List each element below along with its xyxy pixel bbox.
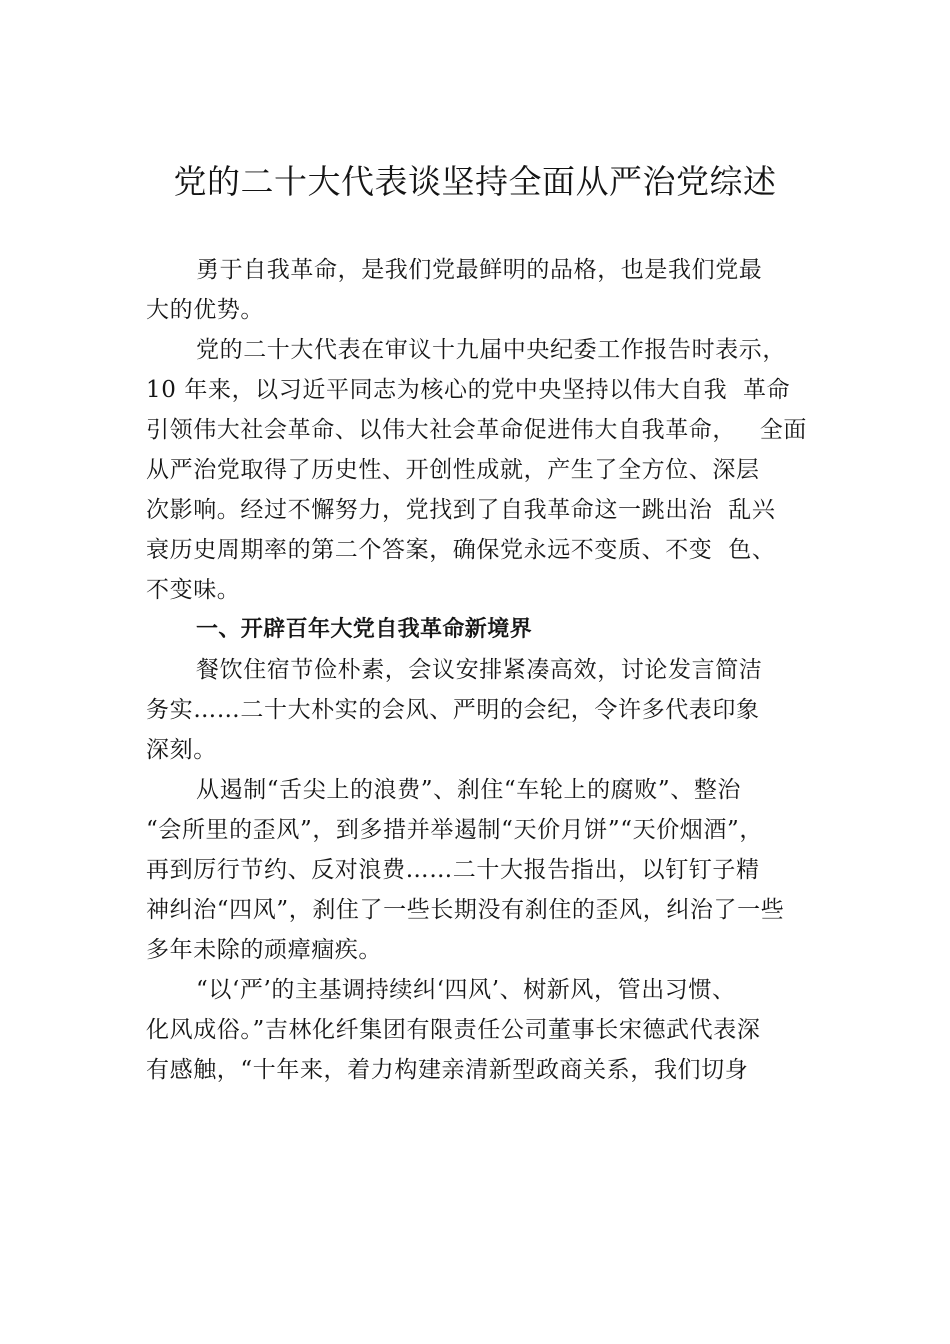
paragraph-line: 有感触，“十年来，着力构建亲清新型政商关系，我们切身 [146, 1057, 749, 1083]
paragraph-line: 餐饮住宿节俭朴素，会议安排紧凑高效，讨论发言简洁 [196, 657, 763, 683]
paragraph-line: 化风成俗。”吉林化纤集团有限责任公司董事长宋德武代表深 [146, 1017, 761, 1043]
section-heading: 一、开辟百年大党自我革命新境界 [196, 617, 533, 642]
paragraph-line: “以‘严’的主基调持续纠‘四风’、树新风，管出习惯、 [196, 977, 736, 1003]
paragraph-line: 神纠治“四风”，刹住了一些长期没有刹住的歪风，纠治了一些 [146, 897, 785, 923]
paragraph-line: 勇于自我革命，是我们党最鲜明的品格，也是我们党最 [196, 257, 763, 283]
paragraph-line: 引领伟大社会革命、以伟大社会革命促进伟大自我革命， 全面 [146, 417, 807, 443]
paragraph-line: 党的二十大代表在审议十九届中央纪委工作报告时表示， [196, 337, 786, 363]
paragraph-line: 再到厉行节约、反对浪费……二十大报告指出，以钉钉子精 [146, 857, 760, 883]
paragraph-line: 10 年来，以习近平同志为核心的党中央坚持以伟大自我 革命 [146, 377, 791, 403]
document-body [146, 250, 846, 1090]
paragraph-line: 不变味。 [146, 577, 241, 603]
paragraph-line: 多年未除的顽瘴痼疾。 [146, 937, 382, 963]
document-title: 党的二十大代表谈坚持全面从严治党综述 [173, 162, 777, 201]
paragraph-line: 深刻。 [146, 737, 217, 763]
paragraph-line: 从严治党取得了历史性、开创性成就，产生了全方位、深层 [146, 457, 760, 483]
paragraph-line: 次影响。经过不懈努力，党找到了自我革命这一跳出治 乱兴 [146, 497, 776, 523]
paragraph-line: 务实……二十大朴实的会风、严明的会纪，令许多代表印象 [146, 697, 760, 723]
paragraph-line: “会所里的歪风”，到多措并举遏制“天价月饼”“天价烟酒”， [146, 817, 763, 843]
paragraph-line: 大的优势。 [146, 297, 264, 323]
paragraph-line: 衰历史周期率的第二个答案，确保党永远不变质、不变 色、 [146, 537, 776, 563]
paragraph-line: 从遏制“舌尖上的浪费”、刹住“车轮上的腐败”、整治 [196, 777, 742, 803]
